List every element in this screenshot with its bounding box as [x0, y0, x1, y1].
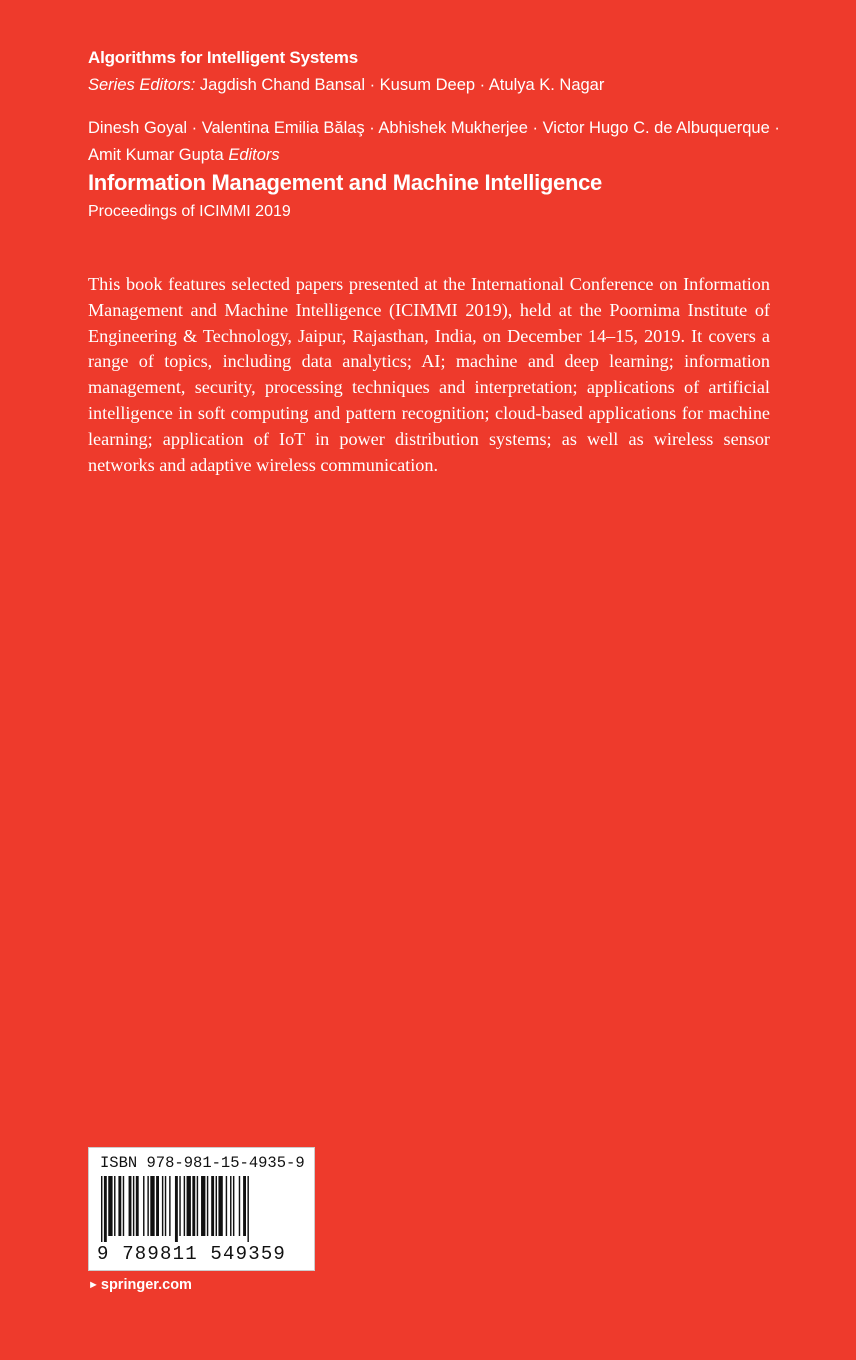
barcode-bar — [175, 1176, 178, 1242]
barcode-bar — [179, 1176, 180, 1236]
series-editors-names: Jagdish Chand Bansal · Kusum Deep · Atulya K. Nagar — [199, 76, 605, 94]
barcode-bar — [169, 1176, 170, 1236]
isbn-digits: 9 789811 549359 — [97, 1243, 287, 1265]
barcode-bar — [207, 1176, 208, 1236]
barcode-bar — [162, 1176, 163, 1236]
series-title: Algorithms for Intelligent Systems — [88, 48, 358, 67]
barcode-bar — [123, 1176, 124, 1236]
barcode-icon — [99, 1176, 305, 1242]
barcode-bar — [165, 1176, 166, 1236]
book-subtitle: Proceedings of ICIMMI 2019 — [88, 203, 291, 220]
barcode-bar — [101, 1176, 102, 1242]
barcode-bar — [243, 1176, 246, 1236]
barcode-bar — [239, 1176, 240, 1236]
arrow-right-icon: ► — [88, 1279, 99, 1291]
barcode-bar — [218, 1176, 222, 1236]
barcode-bar — [136, 1176, 139, 1236]
book-editors-role: Editors — [228, 146, 280, 164]
series-editors — [88, 76, 604, 95]
barcode-bar — [133, 1176, 134, 1236]
barcode-bar — [118, 1176, 121, 1236]
barcode-bar — [247, 1176, 248, 1242]
barcode-bar — [150, 1176, 154, 1236]
isbn-label: ISBN 978-981-15-4935-9 — [100, 1154, 305, 1172]
barcode-bar — [192, 1176, 195, 1236]
barcode-bar — [187, 1176, 191, 1236]
barcode-bar — [233, 1176, 234, 1236]
barcode-bar — [216, 1176, 217, 1236]
isbn-barcode-box — [88, 1147, 315, 1271]
barcode-bar — [197, 1176, 198, 1236]
barcode-bar — [108, 1176, 112, 1236]
book-description: This book features selected papers presented at the International Conference on Information Management and Machine Intelligence (ICIMMI 2019), held at the Poornima Institute of Engineering & Technology, Jaipur, Rajasthan, India, on December 14–15, 2019. It covers a range of topics, including data analytics; AI; machine and deep learning; information management, security, processing techniques and interpretation; applications of artificial intelligence in soft computing and pattern recognition; cloud-based applications for machine learning; application of IoT in power distribution systems; as well as wireless sensor networks and adaptive wireless communication. — [88, 274, 770, 475]
publisher-link[interactable] — [88, 1277, 192, 1293]
series-editors-prefix: Series Editors: — [88, 76, 196, 94]
book-editors-names: Dinesh Goyal · Valentina Emilia Bălaş · Abhishek Mukherjee · Victor Hugo C. de Albuquerque · Amit Kumar Gupta — [88, 119, 780, 164]
book-title: Information Management and Machine Intelligence — [88, 170, 602, 195]
barcode-bar — [129, 1176, 132, 1236]
book-editors — [88, 115, 808, 169]
barcode-bar — [143, 1176, 144, 1236]
publisher-url: springer.com — [100, 1277, 192, 1293]
barcode-bar — [201, 1176, 205, 1236]
barcode-bar — [211, 1176, 214, 1236]
barcode-bar — [230, 1176, 231, 1236]
barcode-bar — [114, 1176, 115, 1236]
barcode-bar — [184, 1176, 185, 1236]
barcode-bar — [147, 1176, 148, 1236]
barcode-bar — [104, 1176, 107, 1242]
barcode-bar — [226, 1176, 227, 1236]
barcode-bar — [156, 1176, 159, 1236]
